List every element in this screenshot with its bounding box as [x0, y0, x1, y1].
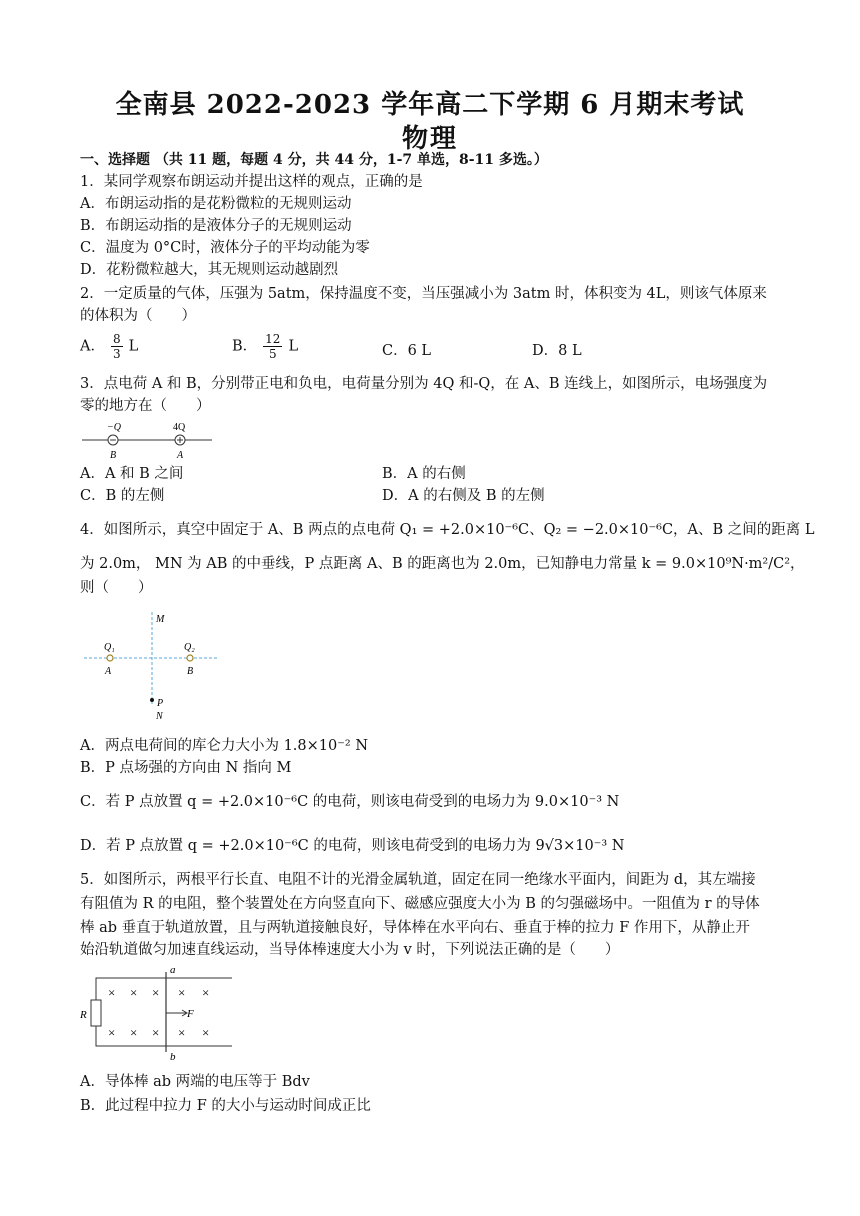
q4-option-a: A．两点电荷间的库仑力大小为 1.8×10⁻² N — [80, 738, 369, 754]
q4-label-a: A — [105, 666, 112, 677]
q4-label-q2: Q₂ — [184, 642, 195, 653]
q5-figure — [78, 964, 238, 1062]
field-x: × — [108, 985, 116, 1000]
q4-label-q1: Q₁ — [104, 642, 115, 653]
field-x: × — [202, 985, 210, 1000]
q3-a-charge-label: 4Q — [173, 422, 186, 433]
field-x: × — [178, 1025, 186, 1040]
q5-stem-line1: 5．如图所示，两根平行长直、电阻不计的光滑金属轨道，固定在同一绝缘水平面内，间距为 d，其左端接 — [80, 872, 756, 888]
q5-label-f: F — [187, 1008, 194, 1020]
q5-rails — [96, 978, 232, 1046]
q4-stem-line1: 4．如图所示，真空中固定于 A、B 两点的点电荷 Q₁ = +2.0×10⁻⁶C、Q₂ = −2.0×10⁻⁶C，A、B 之间的距离 L — [80, 522, 815, 538]
q2-option-d: D．8 L — [532, 343, 582, 359]
section-heading: 一、选择题 （共 11 题，每题 4 分，共 44 分，1-7 单选，8-11 多选。） — [80, 152, 548, 168]
q3-option-a: A．A 和 B 之间 — [80, 466, 184, 482]
field-x: × — [152, 1025, 160, 1040]
q5-label-a: a — [170, 964, 176, 976]
q4-label-m: M — [156, 614, 165, 625]
q2-option-c: C．6 L — [382, 343, 432, 359]
q4-stem-line2: 为 2.0m， MN 为 AB 的中垂线，P 点距离 A、B 的距离也为 2.0m，已知静电力常量 k = 9.0×10⁹N·m²/C²， — [80, 556, 805, 572]
q2-option-a: A． $\frac{8}{3}$ L — [80, 332, 139, 361]
q2-stem-line2: 的体积为（ ） — [80, 308, 196, 324]
q4-label-b: B — [187, 666, 194, 677]
q3-stem-line2: 零的地方在（ ） — [80, 398, 211, 414]
q4-point-p — [150, 698, 154, 702]
q4-figure — [80, 604, 230, 724]
exam-title: 全南县 2022-2023 学年高二下学期 6 月期末考试 — [115, 90, 745, 120]
field-x: × — [152, 985, 160, 1000]
q1-option-c: C．温度为 0°C时，液体分子的平均动能为零 — [80, 240, 370, 256]
q3-b-label: B — [110, 450, 117, 461]
q2-stem-line1: 2．一定质量的气体，压强为 5atm，保持温度不变，当压强减小为 3atm 时，体积变为 4L，则该气体原来 — [80, 286, 767, 302]
q4-label-p: P — [157, 698, 164, 709]
q5-stem-line2: 有阻值为 R 的电阻，整个装置处在方向竖直向下、磁感应强度大小为 B 的匀强磁场中。一阻值为 r 的导体 — [80, 896, 760, 912]
q5-field-marks — [108, 985, 209, 1040]
q4-charge-q2 — [187, 655, 193, 661]
q5-option-b: B．此过程中拉力 F 的大小与运动时间成正比 — [80, 1098, 371, 1114]
q5-stem-line3: 棒 ab 垂直于轨道放置，且与两轨道接触良好，导体棒在水平向右、垂直于棒的拉力 F 作用下，从静止开 — [80, 920, 750, 936]
q1-option-b: B．布朗运动指的是液体分子的无规则运动 — [80, 218, 352, 234]
q5-label-r: R — [80, 1009, 87, 1021]
q3-stem-line1: 3．点电荷 A 和 B，分别带正电和负电，电荷量分别为 4Q 和-Q，在 A、B 连线上，如图所示，电场强度为 — [80, 376, 768, 392]
q5-option-a: A．导体棒 ab 两端的电压等于 Bdv — [80, 1074, 310, 1090]
q2-b-fraction: $\frac{12}{5}$ — [265, 332, 281, 361]
q4-option-c: C．若 P 点放置 q = +2.0×10⁻⁶C 的电荷，则该电荷受到的电场力为 9.0×10⁻³ N — [80, 794, 620, 810]
q3-option-b: B．A 的右侧 — [382, 466, 466, 482]
q5-resistor — [91, 1000, 101, 1026]
q1-option-a: A．布朗运动指的是花粉微粒的无规则运动 — [80, 196, 352, 212]
q3-a-label: A — [177, 450, 184, 461]
field-x: × — [130, 985, 138, 1000]
q3-option-d: D．A 的右侧及 B 的左侧 — [382, 488, 545, 504]
q5-label-b: b — [170, 1051, 176, 1062]
q2-a-fraction: $\frac{8}{3}$ — [112, 332, 121, 361]
field-x: × — [130, 1025, 138, 1040]
q3-option-c: C．B 的左侧 — [80, 488, 165, 504]
q4-stem-line3: 则（ ） — [80, 580, 153, 596]
field-x: × — [108, 1025, 116, 1040]
q4-option-d: D．若 P 点放置 q = +2.0×10⁻⁶C 的电荷，则该电荷受到的电场力为 9√3×10⁻³ N — [80, 838, 625, 854]
q5-stem-line4: 始沿轨道做匀加速直线运动，当导体棒速度大小为 v 时，下列说法正确的是（ ） — [80, 942, 620, 958]
q3-b-charge-label: −Q — [107, 422, 121, 433]
q4-option-b: B．P 点场强的方向由 N 指向 M — [80, 760, 292, 776]
field-x: × — [178, 985, 186, 1000]
q3-figure — [80, 416, 220, 462]
q2-option-b: B． $\frac{12}{5}$ L — [232, 332, 299, 361]
subject-title: 物理 — [401, 124, 458, 154]
q1-option-d: D．花粉微粒越大，其无规则运动越剧烈 — [80, 262, 339, 278]
q4-charge-q1 — [107, 655, 113, 661]
field-x: × — [202, 1025, 210, 1040]
q1-stem: 1．某同学观察布朗运动并提出这样的观点，正确的是 — [80, 174, 423, 190]
q4-label-n: N — [156, 711, 163, 722]
